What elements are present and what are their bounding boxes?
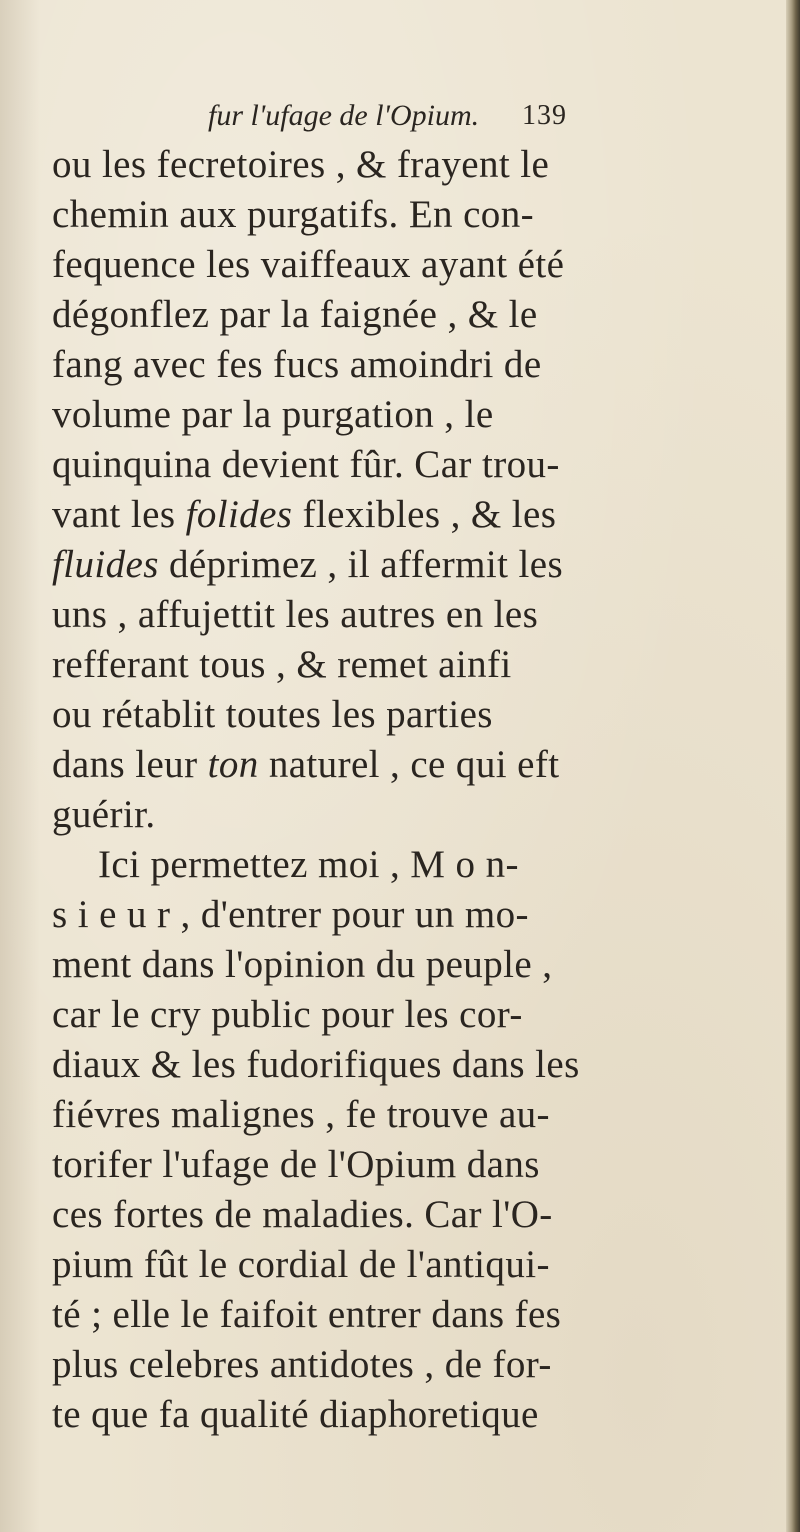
text-line [52,1190,553,1240]
italic-term: folides [185,493,293,536]
text-segment: fequence les vaiffeaux ayant été [52,243,565,286]
text-segment: quinquina devient fûr. Car trou- [52,443,560,486]
text-line [52,1340,552,1390]
text-segment: ou les fecretoires , & frayent le [52,143,550,186]
text-segment: refferant tous , & remet ainfi [52,643,512,686]
text-segment: ment dans l'opinion du peuple , [52,943,553,986]
gutter-shadow [0,0,40,1532]
text-line [52,1390,539,1440]
text-line [52,740,559,790]
text-segment: torifer l'ufage de l'Opium dans [52,1143,540,1186]
page-edge [786,0,800,1532]
text-line [52,540,563,590]
text-line [52,340,542,390]
text-segment: diaux & les fudorifiques dans les [52,1043,580,1086]
text-segment: plus celebres antidotes , de for- [52,1343,552,1386]
text-segment: vant les [52,493,186,536]
text-line [52,490,556,540]
text-line [52,790,156,840]
text-line [52,590,538,640]
text-segment: naturel , ce qui eft [258,743,560,786]
text-segment: s i e u r , d'entrer pour un mo- [52,893,529,936]
text-line [52,440,560,490]
text-segment: Ici permettez moi , M o n- [98,843,519,886]
text-segment: chemin aux purgatifs. En con- [52,193,534,236]
text-line [98,840,519,890]
page-number: 139 [522,100,567,131]
text-segment: dans leur [52,743,208,786]
text-segment: car le cry public pour les cor- [52,993,523,1036]
italic-term: ton [207,743,259,786]
text-segment: guérir. [52,793,156,836]
text-segment: ou rétablit toutes les parties [52,693,493,736]
text-segment: flexibles , & les [292,493,557,536]
text-line [52,1240,550,1290]
text-segment: volume par la purgation , le [52,393,494,436]
text-line [52,990,523,1040]
text-line [52,390,494,440]
running-head: fur l'ufage de l'Opium. [208,99,480,132]
text-line [52,140,549,190]
text-line [52,1140,540,1190]
text-line [52,1290,561,1340]
text-line [52,1090,550,1140]
text-line [52,290,538,340]
text-segment: ces fortes de maladies. Car l'O- [52,1193,553,1236]
text-segment: fang avec fes fucs amoindri de [52,343,542,386]
italic-term: fluides [52,543,159,586]
text-line [52,190,534,240]
text-line [52,1040,580,1090]
text-line [52,890,529,940]
text-line [52,940,552,990]
text-segment: te que fa qualité diaphoretique [52,1393,539,1436]
text-segment: dégonflez par la faignée , & le [52,293,538,336]
text-line [52,640,512,690]
text-line [52,690,493,740]
text-segment: té ; elle le faifoit entrer dans fes [52,1293,562,1336]
text-segment: pium fût le cordial de l'antiqui- [52,1243,550,1286]
text-segment: fiévres malignes , fe trouve au- [52,1093,550,1136]
text-line [52,240,564,290]
text-segment: uns , affujettit les autres en les [52,593,539,636]
text-segment: déprimez , il affermit les [158,543,564,586]
